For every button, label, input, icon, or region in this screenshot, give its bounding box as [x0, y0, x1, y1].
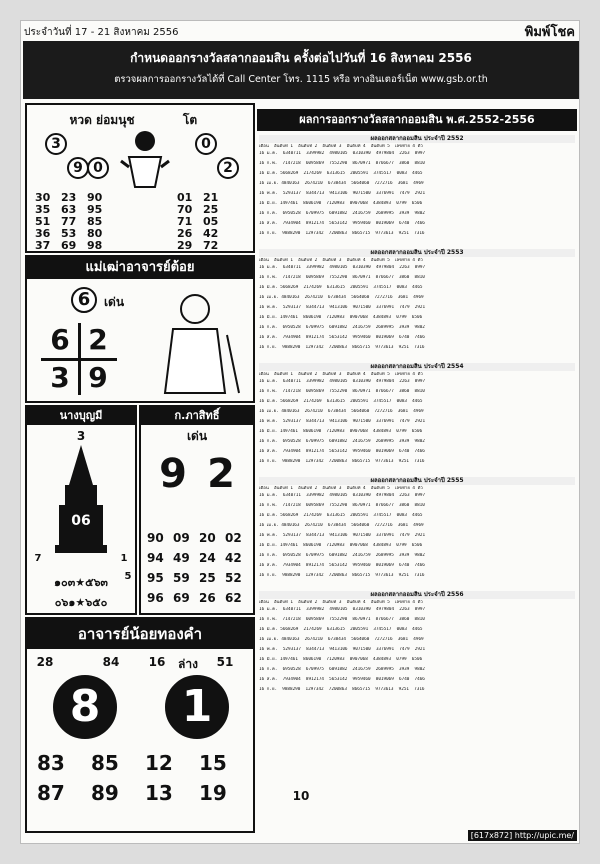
lead-digit: 6: [71, 287, 97, 313]
kor-pasit-title: ก.ภาสิทธิ์: [141, 407, 253, 425]
table-row: 16 เม.ย. 4840163 2674210 6738434 5664060 7272716 3681 4969: [259, 295, 424, 300]
table-row: 16 ม.ค. 6340711 3399982 4980105 0310390 4979804 2263 8997: [259, 265, 426, 270]
s4-number: 52: [225, 571, 242, 585]
s1-number: 77: [61, 215, 77, 228]
mae-thao-title: แม่เฒ่าอาจารย์ต้อย: [27, 257, 253, 279]
s4-number: 26: [199, 591, 216, 605]
s1-number: 69: [61, 239, 77, 252]
table-row: 16 ก.ค. 6950528 6709975 6091882 2416759 2689995 3939 9802: [259, 211, 425, 216]
boonmee-line-1: ๑๐๓★๕๖๓: [54, 576, 108, 589]
s5-number: 13: [145, 781, 173, 805]
table-row: 16 เม.ย. 4840163 2674210 6738434 5664060 7272716 3681 4969: [259, 409, 424, 414]
s1-number: 90: [87, 191, 103, 204]
circle-right-1: 0: [195, 133, 217, 155]
table-row: 16 ส.ค. 7934904 8912174 5653142 9959460 8019069 6740 7466: [259, 677, 425, 682]
big-number-2: 1: [165, 675, 229, 739]
circle-right-2: 2: [217, 157, 239, 179]
table-row: 16 ก.ค. 6950528 6709975 6091882 2416759 2689995 3939 9802: [259, 667, 425, 672]
nang-boonmee-title: นางบุญมี: [27, 407, 135, 425]
s1-number: 29: [177, 239, 193, 252]
pagoda-right-number: 1: [120, 553, 128, 564]
table-row: 16 เม.ย. 4840163 2674210 6738434 5664060 7272716 3681 4969: [259, 637, 424, 642]
page-number: 10: [292, 789, 310, 803]
pagoda-base-number: 5: [124, 571, 132, 582]
s1-number: 95: [87, 203, 103, 216]
ajarn-a1: 28: [36, 655, 54, 669]
left-column: [25, 103, 255, 838]
s1-number: 35: [35, 203, 51, 216]
s1-number: 72: [203, 239, 219, 252]
announcement-banner: [23, 41, 579, 99]
table-row: 16 ก.พ. 7147218 6095869 7552290 8670971 8766677 3860 8810: [259, 503, 425, 508]
table-row: 16 เม.ย. 4840163 2674210 6738434 5664060 7272716 3681 4969: [259, 523, 424, 528]
image-watermark: [617x872] http://upic.me/: [468, 830, 577, 841]
table-row: 16 มี.ค. 5668269 2174269 6313615 2005591 3745517 0083 4465: [259, 285, 423, 290]
s1-number: 05: [203, 215, 219, 228]
cartoon-figure-icon: [115, 127, 175, 197]
s1-number: 26: [177, 227, 193, 240]
banner-line-2: ตรวจผลการออกรางวัลได้ที่ Call Center โทร. 1115 หรือ ทางอินเตอร์เน็ต www.gsb.or.th: [114, 74, 488, 85]
s1-number: 53: [61, 227, 77, 240]
year-heading: ผลออกสลากออมสิน ประจำปี 2555: [259, 477, 575, 485]
section-nang-boonmee: [25, 405, 137, 615]
table-header: เดือน อันดับที่ 1 อันดับที่ 2 อันดับที่ 3 อันดับที่ 4 อันดับที่ 5 เลขท้าย 4 ตัว: [259, 486, 423, 491]
section-hod-yomnuch: [25, 103, 255, 253]
table-row: 16 ม.ค. 6340711 3399982 4980105 0310390 4979804 2263 8997: [259, 151, 426, 156]
ajarn-noi-title: อาจารย์น้อยทองคำ: [27, 619, 253, 649]
table-row: 16 ก.พ. 7147218 6095869 7552290 8670971 8766677 3860 8810: [259, 389, 425, 394]
table-row: 16 พ.ค. 5293137 8344713 9413106 9071500 3376991 7479 2921: [259, 305, 426, 310]
s5-number: 15: [199, 751, 227, 775]
table-row: 16 ก.พ. 7147218 6095869 7552290 8670971 8766677 3860 8810: [259, 275, 425, 280]
s4-number: 90: [147, 531, 164, 545]
s1-number: 21: [203, 191, 219, 204]
s4-number: 69: [173, 591, 190, 605]
pagoda-icon: [51, 445, 111, 555]
table-row: 16 ส.ค. 7934904 8912174 5653142 9959460 8019069 6740 7466: [259, 449, 425, 454]
table-row: 16 ก.ค. 6950528 6709975 6091882 2416759 2689995 3939 9802: [259, 325, 425, 330]
table-header: เดือน อันดับที่ 1 อันดับที่ 2 อันดับที่ 3 อันดับที่ 4 อันดับที่ 5 เลขท้าย 4 ตัว: [259, 258, 423, 263]
digit-grid: [41, 323, 117, 395]
s5-number: 19: [199, 781, 227, 805]
table-header: เดือน อันดับที่ 1 อันดับที่ 2 อันดับที่ 3 อันดับที่ 4 อันดับที่ 5 เลขท้าย 4 ตัว: [259, 144, 423, 149]
section-kor-pasit: [139, 405, 255, 615]
s4-number: 59: [173, 571, 190, 585]
pagoda-center-number: 06: [71, 513, 91, 529]
section-mae-thao: [25, 255, 255, 403]
s4-number: 62: [225, 591, 242, 605]
table-row: 16 มี.ค. 5668269 2174269 6313615 2005591 3745517 0083 4465: [259, 627, 423, 632]
table-row: 16 มิ.ย. 1497461 8606190 7120983 0907068 4384893 0799 6506: [259, 543, 423, 548]
table-row: 16 ก.ย. 9888290 1297342 7200863 8665715 9773613 9251 7316: [259, 345, 425, 350]
table-header: เดือน อันดับที่ 1 อันดับที่ 2 อันดับที่ 3 อันดับที่ 4 อันดับที่ 5 เลขท้าย 4 ตัว: [259, 372, 423, 377]
s5-number: 89: [91, 781, 119, 805]
s4-number: 94: [147, 551, 164, 565]
grid-digit-4: 9: [88, 361, 108, 394]
pagoda-left-number: 7: [34, 553, 42, 564]
table-row: 16 ก.ย. 9888290 1297342 7200863 8665715 9773613 9251 7316: [259, 231, 425, 236]
table-row: 16 ส.ค. 7934904 8912174 5653142 9959460 8019069 6740 7466: [259, 221, 425, 226]
table-row: 16 มิ.ย. 1497461 8606190 7120983 0907068 4384893 0799 6506: [259, 657, 423, 662]
s1-number: 42: [203, 227, 219, 240]
s1-number: 63: [61, 203, 77, 216]
s4-number: 20: [199, 531, 216, 545]
grid-divider-h: [41, 358, 117, 361]
table-row: 16 ก.ค. 6950528 6709975 6091882 2416759 2689995 3939 9802: [259, 439, 425, 444]
s5-number: 87: [37, 781, 65, 805]
issue-date: ประจำวันที่ 17 - 21 สิงหาคม 2556: [24, 27, 179, 38]
s4-number: 42: [225, 551, 242, 565]
kor-pasit-digit-2: 2: [207, 451, 235, 497]
results-title: ผลการออกรางวัลสลากออมสิน พ.ศ.2552-2556: [257, 109, 577, 131]
s1-number: 36: [35, 227, 51, 240]
circle-left-2: 9: [67, 157, 89, 179]
table-row: 16 มิ.ย. 1497461 8606190 7120983 0907068 4384893 0799 6506: [259, 429, 423, 434]
s1-number: 51: [35, 215, 51, 228]
table-row: 16 ก.พ. 7147218 6095869 7552290 8670971 8766677 3860 8810: [259, 617, 425, 622]
s1-number: 71: [177, 215, 193, 228]
year-heading: ผลออกสลากออมสิน ประจำปี 2556: [259, 591, 575, 599]
top-strip: [21, 21, 580, 41]
brand-name: พิมพ์โชค: [524, 25, 575, 40]
table-row: 16 ก.ย. 9888290 1297342 7200863 8665715 9773613 9251 7316: [259, 687, 425, 692]
table-row: 16 มี.ค. 5668269 2174269 6313615 2005591 3745517 0083 4465: [259, 513, 423, 518]
s1-number: 98: [87, 239, 103, 252]
pagoda-top-number: 3: [76, 429, 86, 443]
grid-digit-1: 6: [50, 323, 70, 356]
kor-pasit-digit-1: 9: [159, 451, 187, 497]
tag-to: โต: [182, 113, 198, 127]
big-number-1: 8: [53, 675, 117, 739]
s4-number: 02: [225, 531, 242, 545]
banner-line-1: กำหนดออกรางวัลสลากออมสิน ครั้งต่อไปวันที่ 16 สิงหาคม 2556: [130, 51, 472, 65]
grid-digit-2: 2: [88, 323, 108, 356]
table-row: 16 พ.ค. 5293137 8344713 9413106 9071500 3376991 7479 2921: [259, 419, 426, 424]
newspaper-page: [20, 20, 580, 844]
s4-number: 49: [173, 551, 190, 565]
s1-number: 25: [203, 203, 219, 216]
ajarn-b2: 51: [216, 655, 234, 669]
ajarn-a2: 84: [102, 655, 120, 669]
old-woman-illustration-icon: [147, 285, 243, 397]
table-row: 16 ม.ค. 6340711 3399982 4980105 0310390 4979804 2263 8997: [259, 379, 426, 384]
tag-hod: หวด ย่อมนุช: [69, 113, 135, 127]
year-heading: ผลออกสลากออมสิน ประจำปี 2553: [259, 249, 575, 257]
table-row: 16 พ.ค. 5293137 8344713 9413106 9071500 3376991 7479 2921: [259, 191, 426, 196]
table-row: 16 มิ.ย. 1497461 8606190 7120983 0907068 4384893 0799 6506: [259, 201, 423, 206]
s4-number: 09: [173, 531, 190, 545]
right-column: [257, 103, 577, 838]
table-row: 16 เม.ย. 4840163 2674210 6738434 5664060 7272716 3681 4969: [259, 181, 424, 186]
s1-number: 23: [61, 191, 77, 204]
ajarn-b-label: ล่าง: [178, 657, 198, 671]
table-row: 16 มิ.ย. 1497461 8606190 7120983 0907068 4384893 0799 6506: [259, 315, 423, 320]
ajarn-b1: 16: [148, 655, 166, 669]
kor-pasit-label: เด่น: [186, 429, 208, 443]
s1-number: 01: [177, 191, 193, 204]
table-row: 16 ส.ค. 7934904 8912174 5653142 9959460 8019069 6740 7466: [259, 335, 425, 340]
s5-number: 85: [91, 751, 119, 775]
lead-label: เด่น: [103, 295, 125, 309]
table-row: 16 ม.ค. 6340711 3399982 4980105 0310390 4979804 2263 8997: [259, 493, 426, 498]
s4-number: 24: [199, 551, 216, 565]
table-row: 16 ก.พ. 7147218 6095869 7552290 8670971 8766677 3860 8810: [259, 161, 425, 166]
s1-number: 30: [35, 191, 51, 204]
s5-number: 83: [37, 751, 65, 775]
grid-digit-3: 3: [50, 361, 70, 394]
table-row: 16 ก.ย. 9888290 1297342 7200863 8665715 9773613 9251 7316: [259, 459, 425, 464]
table-row: 16 ก.ย. 9888290 1297342 7200863 8665715 9773613 9251 7316: [259, 573, 425, 578]
s1-number: 37: [35, 239, 51, 252]
table-header: เดือน อันดับที่ 1 อันดับที่ 2 อันดับที่ 3 อันดับที่ 4 อันดับที่ 5 เลขท้าย 4 ตัว: [259, 600, 423, 605]
circle-left-1: 3: [45, 133, 67, 155]
table-row: 16 ก.ค. 6950528 6709975 6091882 2416759 2689995 3939 9802: [259, 553, 425, 558]
table-row: 16 พ.ค. 5293137 8344713 9413106 9071500 3376991 7479 2921: [259, 533, 426, 538]
table-row: 16 พ.ค. 5293137 8344713 9413106 9071500 3376991 7479 2921: [259, 647, 426, 652]
table-row: 16 มี.ค. 5668269 2174269 6313615 2005591 3745517 0083 4465: [259, 399, 423, 404]
table-row: 16 มี.ค. 5668269 2174269 6313615 2005591 3745517 0083 4465: [259, 171, 423, 176]
s4-number: 25: [199, 571, 216, 585]
boonmee-line-2: ๐๖๑★๖๕๐: [54, 596, 108, 609]
s5-number: 12: [145, 751, 173, 775]
year-heading: ผลออกสลากออมสิน ประจำปี 2552: [259, 135, 575, 143]
year-heading: ผลออกสลากออมสิน ประจำปี 2554: [259, 363, 575, 371]
s1-number: 80: [87, 227, 103, 240]
circle-mid: 0: [87, 157, 109, 179]
s1-number: 85: [87, 215, 103, 228]
table-row: 16 ม.ค. 6340711 3399982 4980105 0310390 4979804 2263 8997: [259, 607, 426, 612]
s4-number: 96: [147, 591, 164, 605]
s4-number: 95: [147, 571, 164, 585]
table-row: 16 ส.ค. 7934904 8912174 5653142 9959460 8019069 6740 7466: [259, 563, 425, 568]
s1-number: 70: [177, 203, 193, 216]
